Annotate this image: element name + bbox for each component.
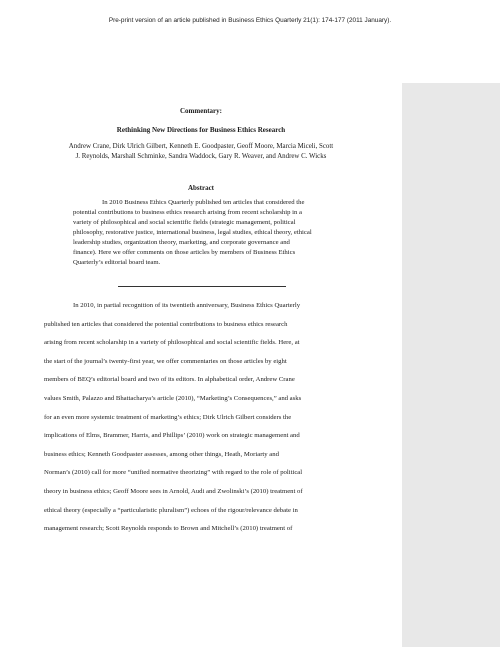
abstract-line: Quarterly’s editorial board team. (73, 259, 161, 266)
abstract-line: finance). Here we offer comments on those articles by members of Business Ethics (73, 249, 296, 256)
body-line: theory in business ethics; Geoff Moore sees in Arnold, Audi and Zwolinski’s (2010) treatment of (44, 487, 303, 495)
body-line: business ethics; Kenneth Goodpaster assesses, among other things, Heath, Moriarty and (44, 450, 279, 458)
section-separator (118, 286, 286, 287)
preprint-header-note: Pre-print version of an article published in Business Ethics Quarterly 21(1): 174-177 (2011 January). (108, 17, 392, 24)
body-line: ethical theory (especially a “particularistic pluralism”) echoes of the rigour/relevance debate in (44, 506, 298, 514)
abstract-line: philosophy, restorative justice, international business, legal studies, ethical theory, ethical (73, 229, 312, 236)
article-body (44, 301, 364, 543)
abstract-line: variety of philosophical and social scientific fields (strategic management, political (73, 219, 296, 226)
author-line: Andrew Crane, Dirk Ulrich Gilbert, Kenneth E. Goodpaster, Geoff Moore, Marcia Miceli, Scott (68, 143, 334, 150)
article-subtitle: Rethinking New Directions for Business Ethics Research (116, 126, 286, 134)
body-line: arising from recent scholarship in a variety of philosophical and social scientific fields. Here, at (44, 339, 300, 347)
body-line: members of BEQ’s editorial board and two of its editors. In alphabetical order, Andrew Crane (44, 376, 295, 384)
body-line: the start of the journal’s twenty-first year, we offer commentaries on those articles by eight (44, 357, 287, 365)
abstract-body (73, 198, 363, 268)
body-line: for an even more systemic treatment of marketing’s ethics; Dirk Ulrich Gilbert considers the (44, 413, 292, 421)
article-title: Commentary: (180, 107, 222, 115)
body-line: values Smith, Palazzo and Bhattacharya’s article (2010), “Marketing’s Consequences,” and asks (44, 394, 302, 402)
comment-margin-pane (402, 83, 500, 647)
abstract-line: potential contributions to business ethics research arising from recent scholarship in a (73, 209, 302, 216)
body-line: implications of Elms, Brammer, Harris, and Phillips’ (2010) work on strategic management and (44, 432, 300, 440)
abstract-line: In 2010 Business Ethics Quarterly published ten articles that considered the (102, 199, 305, 206)
body-line: Norman’s (2010) call for more “unified normative theorizing” with regard to the role of political (44, 469, 303, 477)
body-line: In 2010, in partial recognition of its twentieth anniversary, Business Ethics Quarterly (73, 302, 301, 309)
author-line: J. Reynolds, Marshall Schminke, Sandra Waddock, Gary R. Weaver, and Andrew C. Wicks (75, 153, 327, 160)
abstract-heading: Abstract (187, 184, 215, 192)
author-list (44, 142, 358, 162)
abstract-line: leadership studies, organization theory, marketing, and corporate governance and (73, 239, 290, 246)
body-line: published ten articles that considered the potential contributions to business ethics research (44, 320, 288, 328)
body-line: management research; Scott Reynolds responds to Brown and Mitchell’s (2010) treatment of (44, 525, 293, 533)
